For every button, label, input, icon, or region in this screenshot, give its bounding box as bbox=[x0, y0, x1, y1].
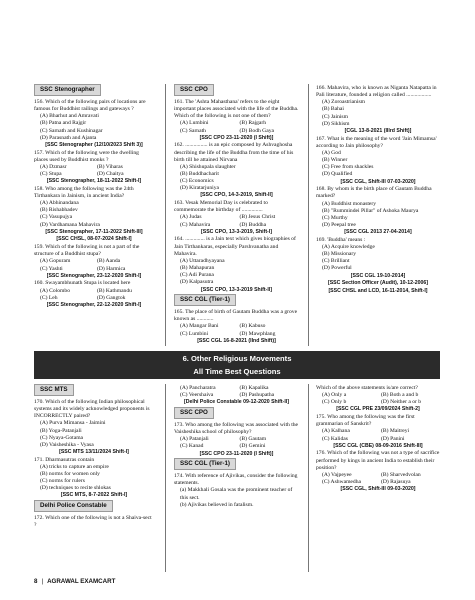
exam-source: [SSC CPO 23-11-2020 (I Shift)] bbox=[199, 134, 274, 141]
option-row bbox=[174, 443, 299, 450]
option: (A) Patanjali bbox=[180, 436, 209, 443]
question-text: 165. The place of birth of Gautam Buddha was a grove known as ............ bbox=[174, 309, 298, 323]
exam-source: [SSC CHSL and LCD, 16-11-2014, Shift-I] bbox=[328, 287, 428, 294]
question-block bbox=[316, 85, 440, 135]
question-text: 159. Which of the following is not a part of the structure of a Buddhist stupa? bbox=[34, 244, 140, 258]
question-block bbox=[174, 458, 299, 472]
option-row bbox=[34, 288, 154, 295]
question-block bbox=[174, 200, 299, 235]
question-block bbox=[316, 136, 440, 186]
option: (C) Lumbini bbox=[180, 330, 209, 337]
question-block bbox=[34, 99, 154, 149]
question-block bbox=[34, 280, 154, 308]
question-text: 173. Who among the following was associated with the Vaisheshika school of philosophy? bbox=[174, 421, 299, 436]
question-block bbox=[316, 186, 440, 236]
question-block bbox=[174, 422, 299, 457]
option: (B) Rajgarh bbox=[239, 120, 267, 127]
column-divider bbox=[308, 84, 309, 346]
exam-source: [SSC CGL, Shift-III 07-03-2020] bbox=[340, 178, 416, 185]
option: (A) Dzmasr bbox=[40, 163, 67, 170]
option: (C) Ashwamedha bbox=[322, 479, 361, 486]
question-block bbox=[174, 142, 299, 199]
page-footer: 8 | AGRAWAL EXAMCART bbox=[34, 578, 116, 585]
exam-source: [SSC Stenographer, 17-11-2022 Shift-III] bbox=[45, 228, 143, 235]
upper-column-3 bbox=[316, 84, 440, 295]
option: (D) Pashupatha bbox=[239, 392, 275, 399]
option: (B) Kathmandu bbox=[97, 287, 132, 294]
option: (B) Buddhacharit bbox=[180, 171, 219, 177]
option: (B) "Rummindei Pillar" of Ashoka Maurya bbox=[322, 207, 419, 214]
option: (B) Sharvedvolan bbox=[381, 471, 421, 478]
option: (A) Vajpeyee bbox=[322, 471, 352, 478]
lower-column-1 bbox=[34, 384, 154, 529]
option-row bbox=[316, 428, 440, 435]
question-block bbox=[174, 309, 299, 344]
option: (B) Kapalika bbox=[239, 385, 269, 391]
book-page bbox=[34, 84, 440, 572]
brand-name: AGRAWAL EXAMCART bbox=[47, 578, 116, 585]
question-block bbox=[174, 236, 299, 293]
option-row bbox=[316, 399, 440, 406]
question-block bbox=[34, 515, 154, 529]
question-text: 168. By whom is the birth place of Gautam Buddha marked? bbox=[316, 186, 432, 200]
option: (D) Kalpasutra bbox=[180, 279, 214, 286]
question-block bbox=[316, 450, 440, 492]
option: (C) Free from shackles bbox=[322, 164, 374, 171]
exam-source: [SSC CGL 16-8-2021 (IInd Shift)] bbox=[197, 337, 276, 344]
option: (B) Bahai bbox=[322, 106, 344, 113]
option: (A) Shishupala slaughter bbox=[180, 163, 236, 170]
option-row bbox=[34, 295, 154, 302]
section-header: Delhi Police Constable bbox=[34, 500, 113, 512]
option: (C) Economics bbox=[180, 178, 214, 185]
option: (C) Murthy bbox=[322, 214, 348, 221]
option-row bbox=[316, 472, 440, 479]
option: (C) Brilliant bbox=[322, 258, 350, 265]
option: (A) tricks to capture an empire bbox=[40, 463, 109, 470]
option: (A) Lumbini bbox=[180, 120, 209, 127]
option-row bbox=[174, 128, 299, 135]
column-divider bbox=[165, 384, 166, 572]
column-divider bbox=[165, 84, 166, 346]
option: (C) Jainism bbox=[322, 113, 348, 120]
question-block bbox=[316, 414, 440, 449]
option: (B) norms for women only bbox=[40, 471, 100, 477]
section-header: SSC CGL (Tier-1) bbox=[174, 294, 236, 306]
section-header: SSC CPO bbox=[174, 84, 214, 96]
option: (B) Winner bbox=[322, 157, 348, 164]
option: (D) Neither a or b bbox=[381, 399, 422, 406]
option-row bbox=[174, 331, 299, 338]
option: (C) Sarnath bbox=[180, 127, 206, 134]
exam-source: [SSC CGL PRE 23/09/2024 Shift-2] bbox=[336, 406, 420, 413]
option: (C) Nyaya-Gotama bbox=[40, 434, 84, 441]
option-row bbox=[174, 120, 299, 127]
question-text: 166. Mahavira, who is known as Niganta Natapatta in Pali literature, founded a religion called .................. bbox=[316, 85, 437, 99]
option: (D) Vardhamana Mahavira bbox=[40, 221, 100, 228]
exam-source: [SSC Stenographer, 23-12-2020 Shift-I] bbox=[46, 272, 142, 279]
option: (B) Aanda bbox=[97, 258, 121, 265]
option: (A) Acquire knowledge bbox=[322, 243, 375, 250]
option: (D) Qualified bbox=[322, 171, 353, 178]
exam-source: [SSC CPO, 13-3-2019, Shift-I] bbox=[201, 228, 272, 235]
exam-source: [Delhi Police Constable 09-12-2020 Shift-II] bbox=[184, 399, 289, 406]
option: (b) Ajivikas believed in fatalism. bbox=[180, 501, 254, 508]
option: (A) God bbox=[322, 149, 341, 156]
question-text: 167. What is the meaning of the word 'Jain Mimamsa' according to Jain philosophy? bbox=[316, 135, 437, 149]
question-text: 163. Vesak Memorial Day is celebrated to commemorate the birthday of ............... bbox=[174, 200, 268, 214]
option: (D) Panini bbox=[381, 435, 405, 442]
option: (C) norms for rulers bbox=[40, 478, 85, 485]
exam-source: [SSC CHSL, 08-07-2024 Shift-I] bbox=[56, 236, 132, 243]
option: (C) Vasupujya bbox=[40, 214, 73, 221]
option: (D) Gemini bbox=[239, 443, 266, 450]
question-text: 164. .............. is a Jain text which gives biographies of Jain Tirthankaras, especially Parshvanatha and Mahavira. bbox=[174, 236, 296, 257]
question-block bbox=[316, 237, 440, 279]
option: (A) Purva Mimansa - Jaimini bbox=[40, 420, 106, 427]
option: (A) Kalhana bbox=[322, 428, 350, 435]
option-row bbox=[34, 171, 154, 178]
question-text: 170. Which of the following Indian philosophical systems and its widely acknowledged proponents is INCORRECTLY paired? bbox=[34, 398, 150, 420]
column-divider bbox=[308, 384, 309, 572]
section-subtitle: All Time Best Questions bbox=[193, 367, 281, 376]
option: (B) Patna and Rajgir bbox=[40, 120, 87, 127]
question-text: 160. Swayambhunath Stupa is located here bbox=[34, 280, 131, 287]
option: (B) Mahapuran bbox=[180, 265, 215, 272]
section-title: 6. Other Religious Movements bbox=[182, 354, 292, 363]
exam-source: [SSC MTS 13/11/2024 Shift-I] bbox=[59, 449, 129, 456]
question-block bbox=[174, 385, 299, 406]
question-block bbox=[34, 150, 154, 185]
option: (A) Buddhist monastery bbox=[322, 200, 377, 207]
exam-source: [SSC MTS, 8-7-2022 Shift-I] bbox=[60, 492, 128, 499]
question-text: 161. The 'Ashta Mahasthana' refers to the eight important places associated with the life of the Buddha. Which of the following is not one of them? bbox=[174, 98, 299, 120]
lower-column-2 bbox=[174, 384, 299, 509]
exam-source: [SSC CGL 2013 27-04-2014] bbox=[344, 229, 412, 236]
option: (D) Chaitya bbox=[97, 171, 124, 177]
question-block bbox=[34, 236, 154, 243]
option: (B) Gautam bbox=[239, 436, 267, 443]
question-block bbox=[34, 399, 154, 456]
option: (D) Buddha bbox=[239, 221, 267, 228]
option: (B) Both a and b bbox=[381, 392, 419, 399]
exam-source: [SSC CPO, 14-3-2019, Shift-II] bbox=[200, 192, 273, 199]
question-block bbox=[316, 288, 440, 295]
question-block bbox=[34, 244, 154, 279]
option: (D) Kiratarjuniya bbox=[180, 185, 219, 192]
section-header: SSC CPO bbox=[174, 407, 214, 419]
section-header: SSC Stenographer bbox=[34, 84, 101, 96]
option: (C) Veershaiva bbox=[180, 392, 214, 399]
question-text: 169. 'Buddha' means : bbox=[316, 236, 366, 243]
section-header: SSC MTS bbox=[34, 384, 74, 396]
option: (C) Kalidas bbox=[322, 435, 348, 442]
section-header: SSC CGL (Tier-1) bbox=[174, 458, 236, 470]
question-text: 157. Which of the following were the dwelling places used by Buddhist monks ? bbox=[34, 149, 139, 163]
option: (C) Yashti bbox=[40, 265, 63, 272]
upper-column-2 bbox=[174, 84, 299, 344]
question-text: 156. Which of the following pairs of locations are famous for Buddhist railings and gateways ? bbox=[34, 98, 146, 113]
exam-source: [SSC Stenographer, 18-11-2022 Shift-I] bbox=[46, 178, 142, 185]
option-row bbox=[174, 392, 299, 399]
option-row bbox=[34, 164, 154, 171]
question-block bbox=[316, 280, 440, 287]
option: (A) Mangar Bani bbox=[180, 323, 219, 330]
question-text: 172. Which one of the following is not a Shaiva-sect ? bbox=[34, 515, 152, 529]
option: (D) Sikhism bbox=[322, 120, 350, 127]
option: (B) Maitreyi bbox=[381, 428, 410, 435]
option: (B) Viharas bbox=[97, 163, 123, 170]
option: (B) Jesus Christ bbox=[239, 214, 276, 221]
option: (C) Adi Purana bbox=[180, 272, 214, 279]
question-text: 171. Dharmasutras contain bbox=[34, 456, 95, 463]
option: (D) Bodh Gaya bbox=[239, 127, 274, 134]
option: (D) Powerful bbox=[322, 265, 352, 272]
question-text: Which of the above statements is/are correct? bbox=[316, 385, 418, 391]
option: (B) Kabuso bbox=[239, 323, 266, 330]
exam-source: [CGL 13-8-2021 (IIIrd Shift)] bbox=[344, 127, 412, 134]
option: (C) Sarnath and Kushinagar bbox=[40, 127, 103, 134]
option-row bbox=[34, 266, 154, 273]
section-banner bbox=[34, 351, 440, 379]
option: (D) Mawphlang bbox=[239, 330, 276, 337]
lower-column-3 bbox=[316, 384, 440, 493]
option: (C) Kanad bbox=[180, 443, 204, 450]
option: (D) techniques to recite shlokas bbox=[40, 485, 111, 492]
option-row bbox=[316, 436, 440, 443]
question-block bbox=[174, 407, 299, 421]
exam-source: [SSC Stenographer, 22-12-2020 Shift-I] bbox=[46, 301, 142, 308]
option: (C) Leh bbox=[40, 294, 58, 301]
option-row bbox=[316, 479, 440, 486]
option: (A) Judas bbox=[180, 214, 202, 221]
question-text: 176. Which of the following was not a type of sacrifice performed by kings in ancient India to establish their position? bbox=[316, 450, 440, 471]
option: (C) Stupa bbox=[40, 171, 62, 177]
option: (D) Parasnath and Ajanta bbox=[40, 134, 97, 141]
upper-column-1 bbox=[34, 84, 154, 308]
exam-source: [SSC CGL (CBE) 08-09-2016 Shift-III] bbox=[333, 442, 423, 449]
option: (D) Gangtok bbox=[97, 294, 126, 301]
question-block bbox=[34, 186, 154, 236]
question-text: 174. With reference of Ajivikas, consider the following statements. bbox=[174, 473, 298, 487]
option: (D) Peepal tree bbox=[322, 221, 356, 228]
option: (C) Mahavira bbox=[180, 221, 211, 228]
exam-source: [SSC Section Officer (Audit), 10-12-2006] bbox=[327, 280, 429, 287]
option: (D) Rajasuya bbox=[381, 479, 411, 486]
exam-source: [SSC CGL 19-10-2014] bbox=[350, 272, 406, 279]
question-block bbox=[34, 457, 154, 499]
option: (C) Only b bbox=[322, 399, 347, 406]
question-block bbox=[174, 294, 299, 308]
exam-source: [SSC CPO 23-11-2020 (I Shift)] bbox=[199, 450, 274, 457]
option: (B) Yoga-Patanjali bbox=[40, 427, 82, 434]
option: (A) Abhinandana bbox=[40, 200, 79, 207]
question-block bbox=[174, 99, 299, 141]
option: (A) Zoroastrianism bbox=[322, 99, 366, 106]
question-block bbox=[34, 500, 154, 514]
option: (B) Missionary bbox=[322, 251, 357, 258]
option: (A) Only a bbox=[322, 392, 347, 399]
question-block bbox=[316, 385, 440, 413]
option: (D) Vaisheshika - Vyasa bbox=[40, 441, 94, 448]
option: (a) Makkhali Gosala was the prominent teacher of this sect. bbox=[180, 487, 293, 501]
question-block bbox=[174, 473, 299, 509]
option-row bbox=[174, 222, 299, 229]
option-row bbox=[174, 214, 299, 221]
question-text: 162. ................ is an epic composed by Ashvaghosha describing the life of the Buddha from the time of his birth till he attained Nirvana bbox=[174, 142, 294, 163]
option: (A) Gopuram bbox=[40, 258, 71, 265]
option: (A) Pancharatra bbox=[180, 385, 216, 391]
question-text: 158. Who among the following was the 24th Tirthankara in Jainism, in ancient India? bbox=[34, 185, 134, 199]
exam-source: [SSC CGL, Shift-III 09-03-2020] bbox=[340, 486, 416, 493]
option: (A) Colombo bbox=[40, 287, 70, 294]
option: (B) Rishabhadev bbox=[40, 207, 78, 214]
option: (A) Bharhut and Amravati bbox=[40, 113, 99, 120]
page-number: 8 bbox=[34, 578, 38, 585]
exam-source: [SSC CPO, 13-3-2019 Shift-II] bbox=[201, 286, 272, 293]
option: (D) Harmica bbox=[97, 265, 126, 272]
option-row bbox=[34, 258, 154, 265]
question-text: 175. Who among the following was the first grammarian of Sanskrit? bbox=[316, 414, 415, 428]
option: (A) Uttaradhyayana bbox=[180, 257, 225, 264]
option-row bbox=[174, 323, 299, 330]
exam-source: [SSC Stenographer (12/10/2023 Shift 3)] bbox=[45, 141, 143, 148]
